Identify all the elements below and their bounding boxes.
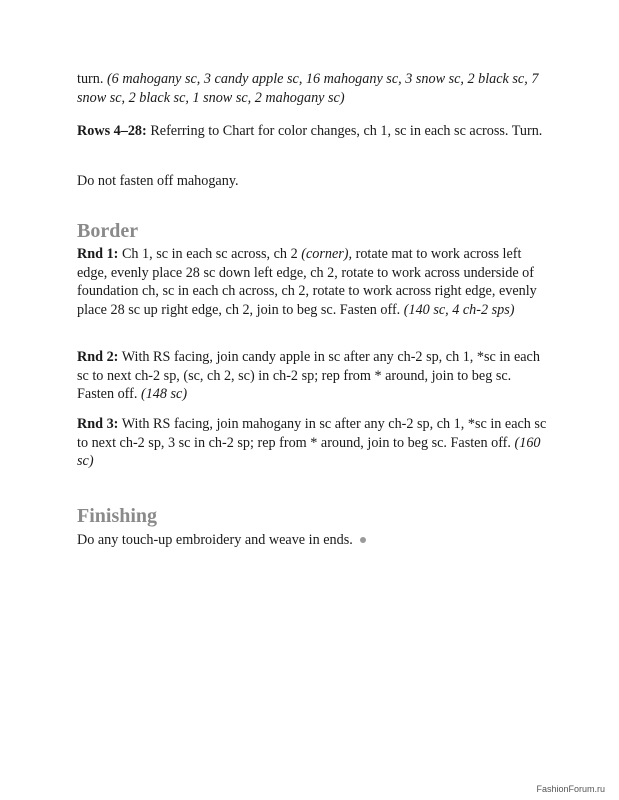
no-fasten-paragraph: Do not fasten off mahogany. (77, 173, 239, 189)
rnd3-label: Rnd 3: (77, 416, 119, 432)
rnd3-counts: (160 sc) (77, 434, 541, 469)
row3-paragraph (77, 70, 547, 107)
rnd3-text: With RS facing, join mahogany in sc after any ch-2 sp, ch 1, *sc in each sc to next ch-2 sp, 3 sc in ch-2 sp; rep from * around, join to beg sc. Fasten off. (77, 416, 547, 451)
rows4-28-label: Rows 4–28: (77, 123, 147, 139)
rnd1-label: Rnd 1: (77, 246, 119, 262)
rnd1-text-b: rotate mat to work across left edge, evenly place 28 sc down left edge, ch 2, rotate to work across underside of foundation ch, sc in each ch across, ch 2, rotate to work across right edge, evenly place 28 sc up right edge, ch 2, join to beg sc. Fasten off. (77, 246, 537, 318)
row3-lead: turn. (77, 71, 104, 87)
rnd2-label: Rnd 2: (77, 349, 119, 365)
finishing-paragraph (77, 531, 547, 550)
rnd2-counts: (148 sc) (140, 386, 188, 402)
row3-counts: (6 mahogany sc, 3 candy apple sc, 16 mahogany sc, 3 snow sc, 2 black sc, 7 snow sc, 2 black sc, 1 snow sc, 2 mahogany sc) (77, 71, 539, 106)
rnd1-counts: (140 sc, 4 ch-2 sps) (403, 301, 515, 318)
finishing-text: Do any touch-up embroidery and weave in ends. (77, 532, 353, 548)
rnd3-paragraph (77, 415, 547, 471)
watermark: FashionForum.ru (536, 784, 605, 794)
rnd2-paragraph (77, 348, 547, 404)
rows4-28-paragraph (77, 122, 547, 141)
rnd1-corner: (corner), (301, 246, 353, 262)
end-of-pattern-dot-icon (360, 537, 366, 543)
rows4-28-text: Referring to Chart for color changes, ch 1, sc in each sc across. Turn. (150, 123, 543, 139)
rnd1-text-a: Ch 1, sc in each sc across, ch 2 (121, 246, 298, 262)
finishing-heading: Finishing (77, 505, 158, 527)
rnd2-text: With RS facing, join candy apple in sc after any ch-2 sp, ch 1, *sc in each sc to next ch-2 sp, (sc, ch 2, sc) in ch-2 sp; rep from * around, join to beg sc. Fasten off. (77, 349, 540, 402)
border-heading: Border (77, 220, 139, 242)
rnd1-paragraph (77, 245, 547, 319)
